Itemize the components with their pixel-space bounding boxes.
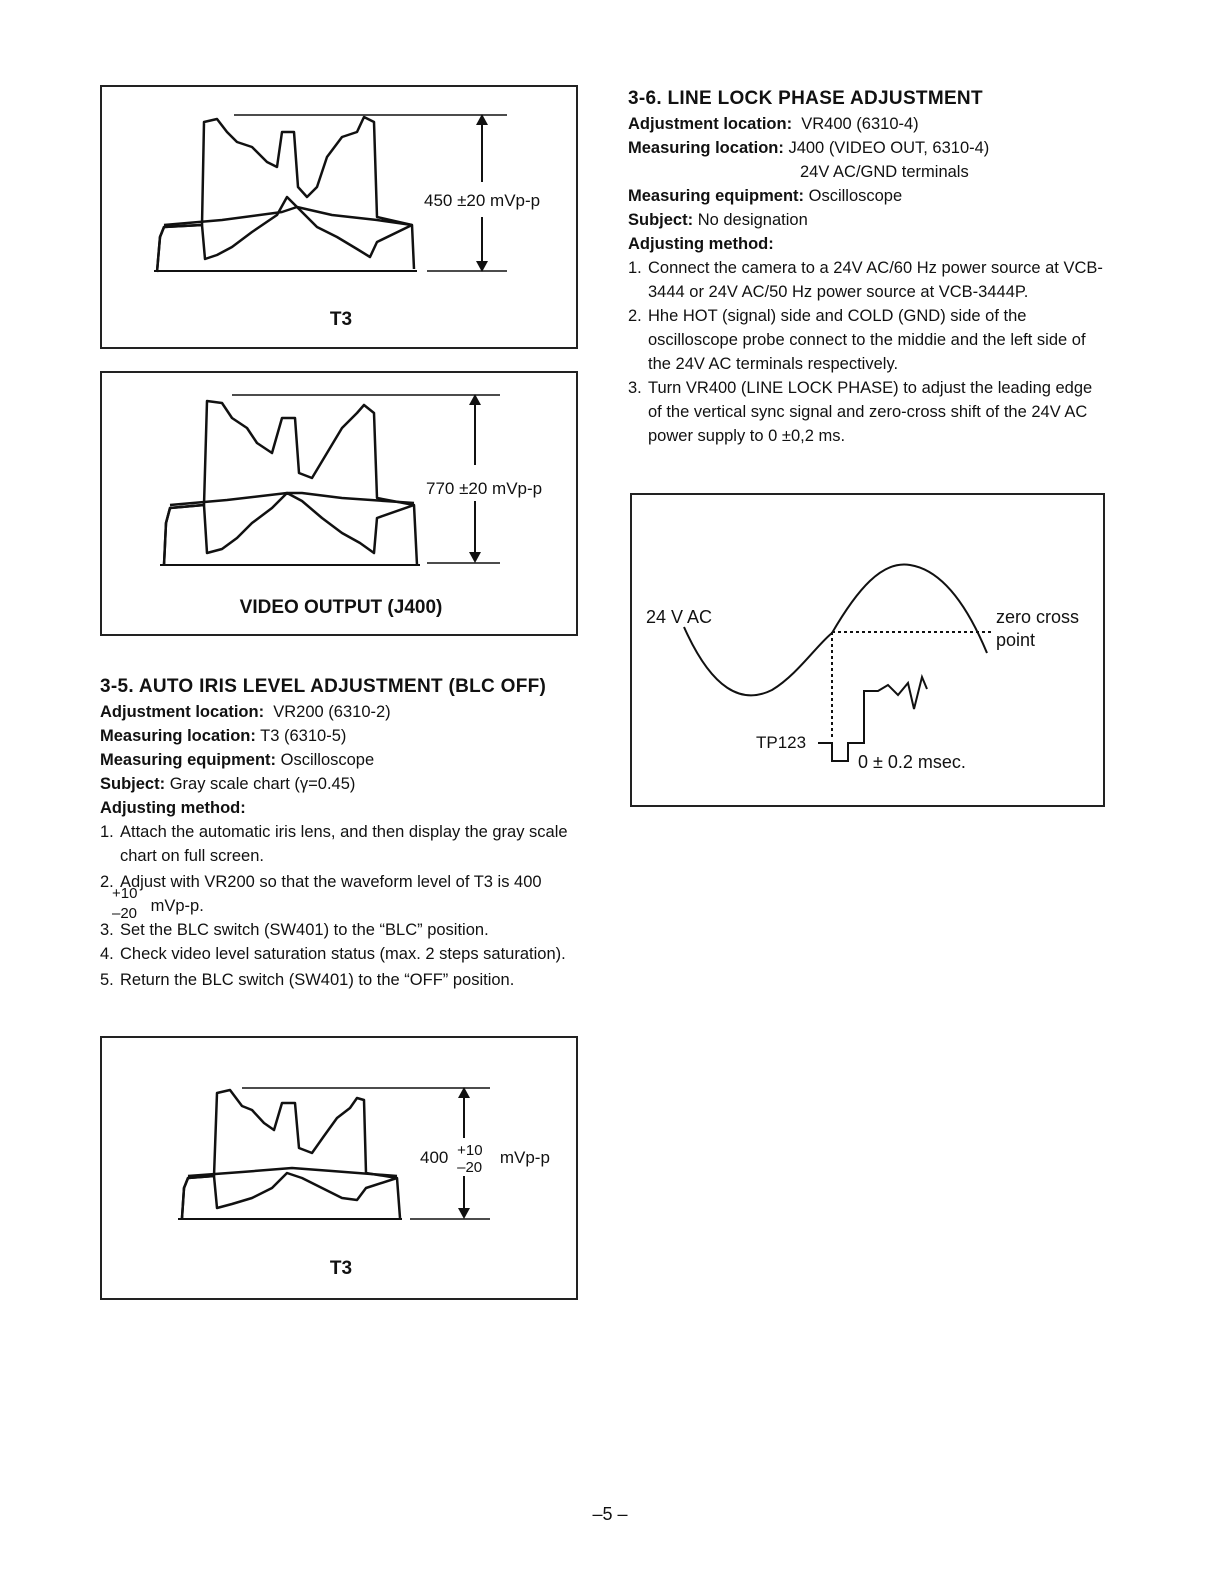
tolerance-minus: –20 (457, 1159, 483, 1176)
label-24v-ac: 24 V AC (646, 607, 713, 627)
subject-value: No designation (697, 211, 808, 229)
level-value-400: 400 (420, 1148, 449, 1167)
measuring-equipment-label: Measuring equipment: (100, 751, 277, 769)
section-3-5 (100, 674, 580, 992)
trace-lower (182, 1173, 397, 1218)
figure-caption-t3: T3 (329, 309, 353, 330)
label-zero-cross: zero cross (996, 607, 1080, 627)
list-item: 5. Return the BLC switch (SW401) to the “OFF” position. (100, 971, 515, 989)
list-item: 4. Check video level saturation status (max. 2 steps saturation). (100, 945, 566, 963)
adjustment-location-label: Adjustment location: (628, 115, 793, 133)
trace-upper (182, 1090, 400, 1218)
waveform-figure-t3-450 (100, 85, 578, 349)
trace-lower (157, 197, 412, 272)
waveform-figure-video-770 (100, 371, 578, 636)
label-point: point (996, 630, 1036, 650)
trace-upper (164, 401, 417, 565)
adjusting-method-label: Adjusting method: (628, 235, 774, 253)
adjusting-method-label: Adjusting method: (100, 799, 246, 817)
sync-pulse (818, 677, 927, 761)
level-label-450: 450 ±20 mVp-p (424, 191, 541, 210)
measuring-equipment-label: Measuring equipment: (628, 187, 805, 205)
subject-label: Subject: (100, 775, 166, 793)
label-time-tolerance: 0 ± 0.2 msec. (858, 752, 966, 772)
measuring-location-label: Measuring location: (100, 727, 256, 745)
measuring-equipment-value: Oscilloscope (280, 751, 375, 769)
adjustment-location-label: Adjustment location: (100, 703, 265, 721)
tolerance-plus: +10 (457, 1142, 483, 1159)
trace-lower (164, 493, 414, 565)
page-number: –5 – (592, 1504, 628, 1524)
list-item: 1. Connect the camera to a 24V AC/60 Hz power source at VCB-3444 or 24V AC/50 Hz power source at VCB-3444P. (628, 259, 1103, 301)
level-label-400 (420, 1142, 550, 1176)
list-item: 1. Attach the automatic iris lens, and then display the gray scale chart on full screen. (100, 823, 568, 865)
level-unit: mVp-p (499, 1148, 550, 1167)
sine-wave (684, 564, 987, 695)
subject-label: Subject: (628, 211, 694, 229)
list-item: 2. Hhe HOT (signal) side and COLD (GND) side of the oscilloscope probe connect to the middie and the left side of the 24V AC terminals respectively. (628, 307, 1086, 373)
waveform-figure-t3-400 (100, 1036, 578, 1300)
adjustment-location-value: VR200 (6310-2) (273, 703, 391, 721)
measuring-location-value-2: 24V AC/GND terminals (800, 163, 969, 181)
list-item: 3. Set the BLC switch (SW401) to the “BLC” position. (100, 921, 489, 939)
section-title-3-6: 3-6. LINE LOCK PHASE ADJUSTMENT (628, 88, 983, 109)
section-title-3-5: 3-5. AUTO IRIS LEVEL ADJUSTMENT (BLC OFF) (100, 676, 547, 697)
label-tp123: TP123 (756, 733, 807, 752)
list-item: 2. Adjust with VR200 so that the waveform level of T3 is 400 +10 –20 mVp-p. (100, 873, 542, 922)
figure-caption-video-output: VIDEO OUTPUT (J400) (239, 597, 443, 618)
measuring-location-value: J400 (VIDEO OUT, 6310-4) (788, 139, 990, 157)
measuring-equipment-value: Oscilloscope (808, 187, 903, 205)
subject-value: Gray scale chart (γ=0.45) (169, 775, 356, 793)
trace-upper (157, 117, 414, 272)
adjusting-steps-3-5 (100, 820, 580, 992)
adjustment-location-value: VR400 (6310-4) (801, 115, 919, 133)
list-item: 3. Turn VR400 (LINE LOCK PHASE) to adjust the leading edge of the vertical sync signal and zero-cross shift of the 24V AC power supply to 0 ±0,2 ms. (628, 379, 1093, 445)
adjusting-steps-3-6 (628, 256, 1108, 448)
figure-caption-t3-bottom: T3 (329, 1258, 353, 1279)
section-3-6 (628, 86, 1108, 448)
zero-cross-figure (630, 493, 1105, 807)
measuring-location-label: Measuring location: (628, 139, 784, 157)
measuring-location-value: T3 (6310-5) (260, 727, 347, 745)
level-label-770: 770 ±20 mVp-p (426, 479, 543, 498)
